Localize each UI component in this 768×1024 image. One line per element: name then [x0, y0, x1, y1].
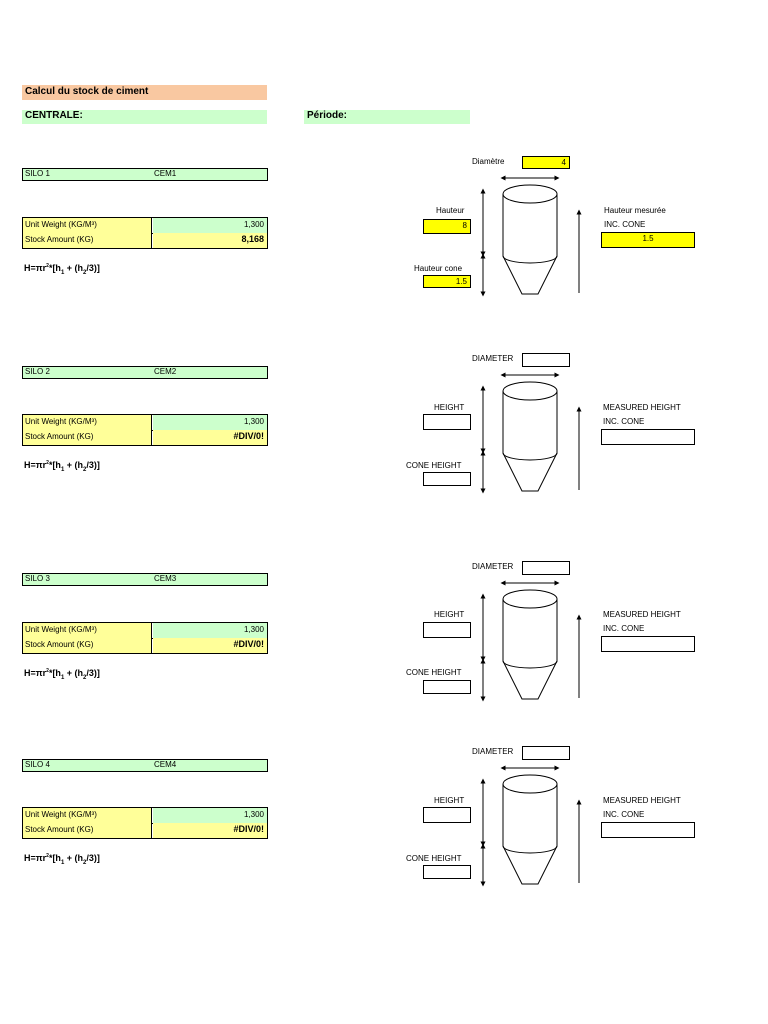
- diameter-label: DIAMETER: [472, 562, 514, 571]
- cone-height-input[interactable]: [423, 865, 471, 879]
- silo-2-bar: [22, 366, 268, 379]
- height-input[interactable]: 8: [423, 219, 471, 234]
- periode-label[interactable]: Période:: [304, 110, 470, 124]
- diameter-label: DIAMETER: [472, 747, 514, 756]
- stock-amount-value: #DIV/0!: [153, 823, 267, 838]
- silo-grade: CEM3: [154, 574, 177, 583]
- cone-height-input[interactable]: 1.5: [423, 275, 471, 288]
- stock-amount-label: Stock Amount (KG): [23, 430, 152, 445]
- silo-cone: [503, 846, 557, 884]
- diameter-label: Diamètre: [472, 157, 505, 166]
- height-label: HEIGHT: [434, 403, 465, 412]
- silo-4-table: [22, 807, 268, 839]
- unit-weight-value[interactable]: 1,300: [153, 415, 267, 430]
- inc-cone-label: INC. CONE: [604, 220, 646, 229]
- silo-bottom-arc: [503, 846, 557, 853]
- volume-formula: $H=\pi r^2*[h_1 + (h_2/3)]$: [24, 853, 100, 866]
- height-label: Hauteur: [436, 206, 465, 215]
- measured-height-input[interactable]: [601, 636, 695, 652]
- silo-bottom-arc: [503, 256, 557, 263]
- measured-height-input[interactable]: [601, 822, 695, 838]
- cone-height-input[interactable]: [423, 472, 471, 486]
- cone-height-label: CONE HEIGHT: [406, 668, 462, 677]
- unit-weight-label: Unit Weight (KG/M³): [23, 415, 152, 430]
- silo-name: SILO 4: [25, 760, 50, 769]
- silo-3-table: [22, 622, 268, 654]
- silo-top-ellipse: [503, 185, 557, 203]
- silo-name: SILO 2: [25, 367, 50, 376]
- silo-1-bar: [22, 168, 268, 181]
- measured-height-input[interactable]: 1.5: [601, 232, 695, 248]
- stock-amount-value: #DIV/0!: [153, 638, 267, 653]
- unit-weight-label: Unit Weight (KG/M³): [23, 808, 152, 823]
- page-title: Calcul du stock de ciment: [22, 85, 267, 100]
- centrale-label[interactable]: CENTRALE:: [22, 110, 267, 124]
- inc-cone-label: INC. CONE: [603, 624, 645, 633]
- silo-bottom-arc: [503, 661, 557, 668]
- silo-grade: CEM1: [154, 169, 177, 178]
- silo-grade: CEM4: [154, 760, 177, 769]
- silo-2-table: [22, 414, 268, 446]
- measured-height-label: MEASURED HEIGHT: [603, 610, 681, 619]
- diameter-label: DIAMETER: [472, 354, 514, 363]
- silo-top-ellipse: [503, 775, 557, 793]
- silo-cone: [503, 256, 557, 294]
- measured-height-label: Hauteur mesurée: [604, 206, 666, 215]
- diameter-input[interactable]: [522, 746, 570, 760]
- inc-cone-label: INC. CONE: [603, 810, 645, 819]
- silo-3-bar: [22, 573, 268, 586]
- measured-height-label: MEASURED HEIGHT: [603, 403, 681, 412]
- silo-top-ellipse: [503, 382, 557, 400]
- height-input[interactable]: [423, 807, 471, 823]
- cone-height-label: CONE HEIGHT: [406, 854, 462, 863]
- inc-cone-label: INC. CONE: [603, 417, 645, 426]
- silo-name: SILO 1: [25, 169, 50, 178]
- stock-amount-label: Stock Amount (KG): [23, 823, 152, 838]
- stock-amount-value: 8,168: [153, 233, 267, 248]
- volume-formula: $H=\pi r^2*[h_1 + (h_2/3)]$: [24, 668, 100, 681]
- stock-amount-label: Stock Amount (KG): [23, 638, 152, 653]
- stock-amount-label: Stock Amount (KG): [23, 233, 152, 248]
- silo-top-ellipse: [503, 590, 557, 608]
- measured-height-label: MEASURED HEIGHT: [603, 796, 681, 805]
- volume-formula: $H=\pi r^2*[h_1 + (h_2/3)]$: [24, 263, 100, 276]
- silo-cone: [503, 453, 557, 491]
- cone-height-label: Hauteur cone: [414, 264, 463, 273]
- silo-4-bar: [22, 759, 268, 772]
- silo-1-table: [22, 217, 268, 249]
- height-label: HEIGHT: [434, 796, 465, 805]
- silo-grade: CEM2: [154, 367, 177, 376]
- height-input[interactable]: [423, 622, 471, 638]
- height-label: HEIGHT: [434, 610, 465, 619]
- silo-name: SILO 3: [25, 574, 50, 583]
- diameter-input[interactable]: 4: [522, 156, 570, 169]
- unit-weight-label: Unit Weight (KG/M³): [23, 623, 152, 638]
- height-input[interactable]: [423, 414, 471, 430]
- cone-height-label: CONE HEIGHT: [406, 461, 462, 470]
- unit-weight-value[interactable]: 1,300: [153, 218, 267, 233]
- cone-height-input[interactable]: [423, 680, 471, 694]
- unit-weight-value[interactable]: 1,300: [153, 623, 267, 638]
- measured-height-input[interactable]: [601, 429, 695, 445]
- unit-weight-value[interactable]: 1,300: [153, 808, 267, 823]
- volume-formula: $H=\pi r^2*[h_1 + (h_2/3)]$: [24, 460, 100, 473]
- diameter-input[interactable]: [522, 561, 570, 575]
- silo-cone: [503, 661, 557, 699]
- silo-bottom-arc: [503, 453, 557, 460]
- unit-weight-label: Unit Weight (KG/M³): [23, 218, 152, 233]
- stock-amount-value: #DIV/0!: [153, 430, 267, 445]
- diameter-input[interactable]: [522, 353, 570, 367]
